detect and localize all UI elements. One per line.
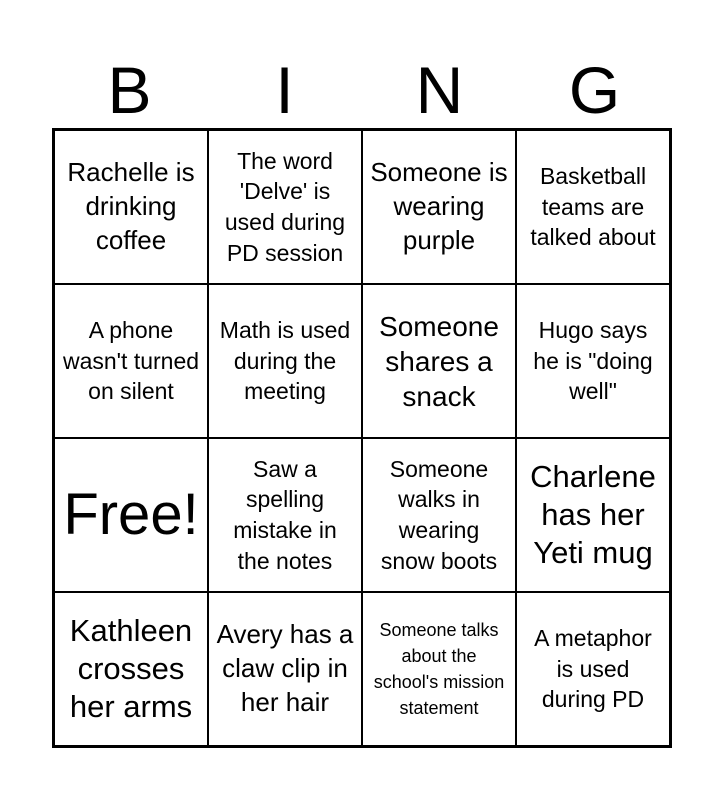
bingo-cell-r1c2[interactable] <box>208 130 362 284</box>
bingo-grid <box>52 128 672 748</box>
cell-text: Someone talks about the school's mission statement <box>373 619 505 719</box>
cell-text: Someone is wearing purple <box>370 157 508 255</box>
cell-text: A phone wasn't turned on silent <box>62 317 200 405</box>
bingo-cell-r2c4[interactable] <box>516 284 670 438</box>
bingo-cell-r2c1[interactable] <box>54 284 208 438</box>
header-letter-b: B <box>107 53 152 127</box>
cell-text: Free! <box>63 482 199 548</box>
bingo-cell-r2c2[interactable] <box>208 284 362 438</box>
header-letter-n: N <box>415 53 464 127</box>
bingo-cell-r3c4[interactable] <box>516 438 670 592</box>
bingo-cell-r3c2[interactable] <box>208 438 362 592</box>
cell-text: Basketball teams are talked about <box>530 163 656 251</box>
cell-text: Saw a spelling mistake in the notes <box>233 455 337 574</box>
cell-text: Hugo says he is "doing well" <box>533 317 653 405</box>
bingo-cell-r2c3[interactable] <box>362 284 516 438</box>
bingo-cell-free[interactable] <box>54 438 208 592</box>
bingo-cell-r1c1[interactable] <box>54 130 208 284</box>
header-letter-i: I <box>275 53 294 127</box>
cell-text: Rachelle is drinking coffee <box>67 157 195 255</box>
bingo-cell-r3c3[interactable] <box>362 438 516 592</box>
header-letter-g: G <box>568 53 621 127</box>
cell-text: A metaphor is used during PD <box>534 625 652 713</box>
bingo-cell-r1c3[interactable] <box>362 130 516 284</box>
bingo-cell-r4c2[interactable] <box>208 592 362 746</box>
bingo-cell-r1c4[interactable] <box>516 130 670 284</box>
cell-text: Charlene has her Yeti mug <box>530 459 656 570</box>
cell-text: Someone shares a snack <box>379 310 499 412</box>
bingo-cell-r4c3[interactable] <box>362 592 516 746</box>
bingo-cell-r4c1[interactable] <box>54 592 208 746</box>
cell-text: Avery has a claw clip in her hair <box>216 619 354 717</box>
cell-text: Math is used during the meeting <box>219 317 351 405</box>
bingo-header <box>52 52 672 128</box>
bingo-cell-r4c4[interactable] <box>516 592 670 746</box>
cell-text: Kathleen crosses her arms <box>69 613 193 724</box>
cell-text: The word 'Delve' is used during PD session <box>224 147 346 266</box>
cell-text: Someone walks in wearing snow boots <box>380 455 498 574</box>
